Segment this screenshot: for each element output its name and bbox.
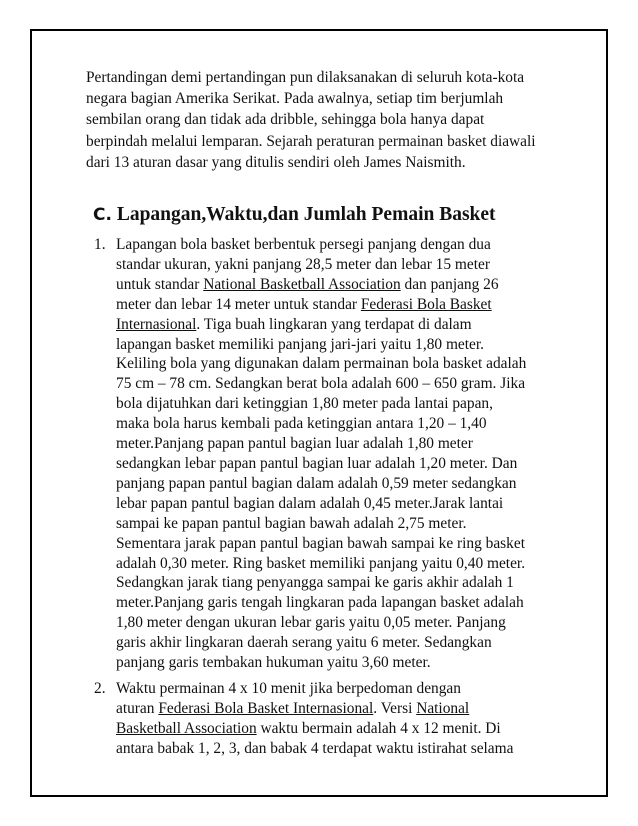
intro-line: Pertandingan demi pertandingan pun dilaksanakan di seluruh kota-kota (86, 69, 525, 86)
list-item-line (116, 474, 578, 494)
text-segment: panjang garis tembakan hukuman yaitu 3,60 meter. (116, 654, 431, 672)
text-segment: 1,80 meter dengan ukuran lebar garis yaitu 0,05 meter. Panjang (116, 614, 506, 632)
underlined-term: Basketball Association (116, 719, 257, 737)
text-segment: panjang papan pantul bagian dalam adalah 0,59 meter sedangkan (116, 474, 517, 492)
list-item-line (116, 679, 578, 699)
list-item-line (116, 699, 578, 719)
text-segment: Waktu permainan 4 x 10 menit jika berpedoman dengan (116, 679, 461, 697)
list-item (94, 235, 578, 673)
list-item-line (116, 295, 578, 315)
text-segment: waktu bermain adalah 4 x 12 menit. Di (256, 719, 501, 737)
text-segment: sedangkan lebar papan pantul bagian luar adalah 1,20 meter. Dan (116, 454, 518, 472)
list-number: 1. (94, 236, 106, 253)
text-segment: 75 cm – 78 cm. Sedangkan berat bola adalah 600 – 650 gram. Jika (116, 375, 526, 393)
list-number: 2. (94, 679, 106, 697)
list-item-line (116, 255, 578, 275)
text-segment: antara babak 1, 2, 3, dan babak 4 terdapat waktu istirahat selama (116, 739, 514, 757)
text-segment: . Versi (373, 699, 417, 717)
intro-paragraph (86, 67, 574, 173)
intro-line: dari 13 aturan dasar yang ditulis sendiri oleh James Naismith. (86, 153, 466, 171)
list-item-line (116, 534, 578, 554)
list-item-line (116, 633, 578, 653)
intro-line: negara bagian Amerika Serikat. Pada awalnya, setiap tim berjumlah (86, 90, 504, 108)
section-title: Lapangan,Waktu,dan Jumlah Pemain Basket (116, 204, 496, 225)
list-item-line (116, 494, 578, 514)
text-segment: lapangan basket memiliki panjang jari-jari yaitu 1,80 meter. (116, 335, 484, 353)
list-item-line (116, 354, 578, 374)
list-item-line (116, 414, 578, 434)
list-item-line (116, 315, 578, 335)
list-item-line (116, 434, 578, 454)
section-heading (93, 204, 496, 226)
list-item-line (116, 573, 578, 593)
list-item-line (116, 335, 578, 355)
underlined-term: Federasi Bola Basket Internasional (158, 699, 374, 717)
underlined-term: National (416, 699, 470, 717)
text-segment: Lapangan bola basket berbentuk persegi panjang dengan dua (116, 236, 491, 253)
list-item (94, 679, 578, 759)
list-item-line (116, 554, 578, 574)
list-item-line (116, 275, 578, 295)
list-item-line (116, 235, 578, 255)
list-item-line (116, 454, 578, 474)
text-segment: aturan (116, 699, 159, 717)
text-segment: dan panjang 26 (400, 275, 499, 293)
list-item-line (116, 613, 578, 633)
text-segment: sampai ke papan pantul bagian bawah adalah 2,75 meter. (116, 514, 467, 532)
underlined-term: Internasional (116, 315, 197, 333)
text-segment: Keliling bola yang digunakan dalam permainan bola basket adalah (116, 355, 527, 373)
text-segment: meter dan lebar 14 meter untuk standar (116, 295, 361, 313)
list-item-line (116, 593, 578, 613)
text-segment: . Tiga buah lingkaran yang terdapat di dalam (196, 315, 472, 333)
underlined-term: National Basketball Association (203, 275, 401, 293)
list-item-line (116, 374, 578, 394)
text-segment: meter.Panjang garis tengah lingkaran pada lapangan basket adalah (116, 594, 524, 612)
text-segment: untuk standar (116, 275, 204, 293)
intro-line: sembilan orang dan tidak ada dribble, sehingga bola hanya dapat (86, 111, 485, 129)
text-segment: garis akhir lingkaran daerah serang yaitu 6 meter. Sedangkan (116, 634, 492, 652)
list-item-line (116, 394, 578, 414)
text-segment: maka bola harus kembali pada ketinggian antara 1,20 – 1,40 (116, 415, 487, 433)
numbered-list (94, 235, 578, 765)
underlined-term: Federasi Bola Basket (360, 295, 492, 313)
text-segment: bola dijatuhkan dari ketinggian 1,80 meter pada lantai papan, (116, 395, 493, 413)
intro-line: berpindah melalui lemparan. Sejarah peraturan permainan basket diawali (86, 132, 536, 150)
text-segment: meter.Panjang papan pantul bagian luar adalah 1,80 meter (116, 435, 473, 453)
list-item-line (116, 739, 578, 759)
text-segment: standar ukuran, yakni panjang 28,5 meter dan lebar 15 meter (116, 255, 490, 273)
text-segment: adalah 0,30 meter. Ring basket memiliki panjang yaitu 0,40 meter. (116, 554, 526, 572)
list-item-line (116, 719, 578, 739)
list-item-line (116, 653, 578, 673)
text-segment: Sementara jarak papan pantul bagian bawah sampai ke ring basket (116, 534, 525, 552)
list-item-line (116, 514, 578, 534)
text-segment: Sedangkan jarak tiang penyangga sampai ke garis akhir adalah 1 (116, 574, 514, 592)
text-segment: lebar papan pantul bagian dalam adalah 0,45 meter.Jarak lantai (116, 494, 504, 512)
section-letter: C. (93, 205, 112, 225)
